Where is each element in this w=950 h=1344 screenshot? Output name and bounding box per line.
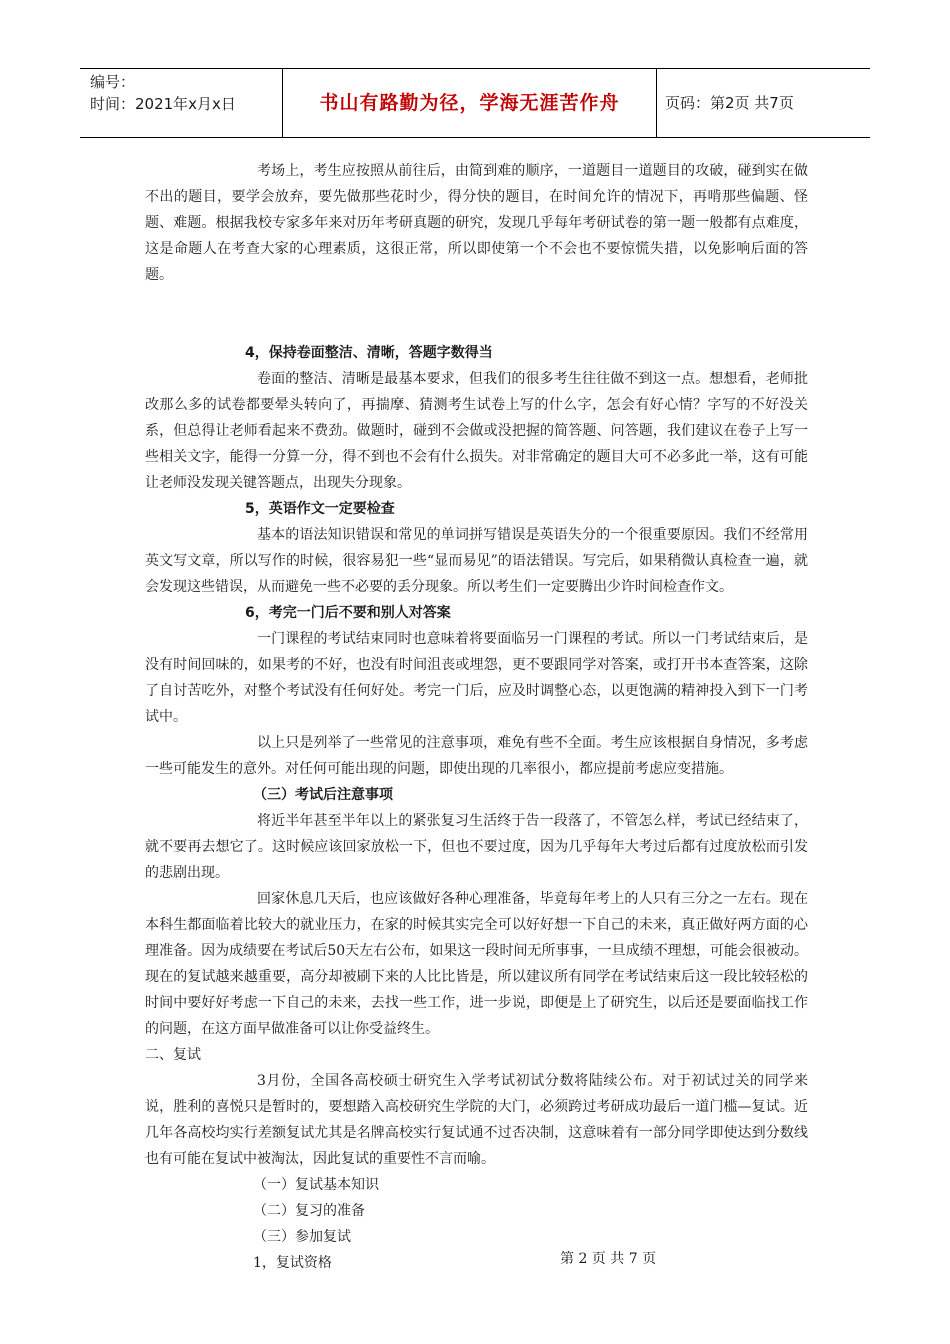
subheading: （一）复试基本知识 <box>253 1177 379 1193</box>
heading-after-exam: （三）考试后注意事项 <box>253 787 393 803</box>
header-motto: 书山有路勤为径，学海无涯苦作舟 <box>319 92 620 114</box>
number-label: 编号： <box>90 73 136 91</box>
header-divider <box>656 69 657 137</box>
header-page-info: 页码：第2页 共7页 <box>665 94 794 112</box>
heading-4: 4，保持卷面整洁、清晰，答题字数得当 <box>245 345 493 361</box>
header-meta <box>90 71 285 115</box>
heading-6: 6，考完一门后不要和别人对答案 <box>245 605 451 621</box>
date-label: 时间：2021年x月x日 <box>90 95 236 113</box>
page-footer: 第 2 页 共 7 页 <box>560 1251 657 1267</box>
paragraph: 以上只是列举了一些常见的注意事项，难免有些不全面。考生应该根据自身情况，多考虑一些可能发生的意外。对任何可能出现的问题，即使出现的几率很小，都应提前考虑应变措施。 <box>145 735 808 777</box>
paragraph: 考场上，考生应按照从前往后，由简到难的顺序，一道题目一道题目的攻破，碰到实在做不出的题目，要学会放弃，要先做那些花时少，得分快的题目，在时间允许的情况下，再啃那些偏题、怪题、难题。根据我校专家多年来对历年考研真题的研究，发现几乎每年考研试卷的第一题一般都有点难度，这是命题人在考查大家的心理素质，这很正常，所以即使第一个不会也不要惊慌失措，以免影响后面的答题。 <box>145 163 808 283</box>
paragraph: 卷面的整洁、清晰是最基本要求，但我们的很多考生往往做不到这一点。想想看，老师批改那么多的试卷都要晕头转向了，再揣摩、猜测考生试卷上写的什么字，怎会有好心情？字写的不好没关系，但总得让老师看起来不费劲。做题时，碰到不会做或没把握的简答题、问答题，我们建议在卷子上写一些相关文字，能得一分算一分，得不到也不会有什么损失。对非常确定的题目大可不必多此一举，这有可能让老师没发现关键答题点，出现失分现象。 <box>145 371 808 491</box>
section-heading-retest: 二、复试 <box>145 1047 201 1063</box>
paragraph: 回家休息几天后，也应该做好各种心理准备，毕竟每年考上的人只有三分之一左右。现在本科生都面临着比较大的就业压力，在家的时候其实完全可以好好想一下自己的未来，真正做好两方面的心理准备。因为成绩要在考试后50天左右公布，如果这一段时间无所事事，一旦成绩不理想，可能会很被动。现在的复试越来越重要，高分却被刷下来的人比比皆是，所以建议所有同学在考试结束后这一段比较轻松的时间中要好好考虑一下自己的未来，去找一些工作，进一步说，即便是上了研究生，以后还是要面临找工作的问题，在这方面早做准备可以让你受益终生。 <box>145 891 808 1037</box>
page-header <box>80 68 870 138</box>
paragraph: 基本的语法知识错误和常见的单词拼写错误是英语失分的一个很重要原因。我们不经常用英文写文章，所以写作的时候，很容易犯一些“显而易见”的语法错误。写完后，如果稍微认真检查一遍，就会发现这些错误，从而避免一些不必要的丢分现象。所以考生们一定要腾出少许时间检查作文。 <box>145 527 808 595</box>
subheading: （三）参加复试 <box>253 1229 351 1245</box>
paragraph: 3月份，全国各高校硕士研究生入学考试初试分数将陆续公布。对于初试过关的同学来说，胜利的喜悦只是暂时的，要想踏入高校研究生学院的大门，必须跨过考研成功最后一道门槛—复试。近几年各高校均实行差额复试尤其是名牌高校实行复试通不过否决制，这意味着有一部分同学即使达到分数线也有可能在复试中被淘汰，因此复试的重要性不言而喻。 <box>145 1073 808 1167</box>
heading-5: 5，英语作文一定要检查 <box>245 501 395 517</box>
paragraph: 一门课程的考试结束同时也意味着将要面临另一门课程的考试。所以一门考试结束后，是没有时间回味的，如果考的不好，也没有时间沮丧或埋怨，更不要跟同学对答案，或打开书本查答案，这除了自讨苦吃外，对整个考试没有任何好处。考完一门后，应及时调整心态，以更饱满的精神投入到下一门考试中。 <box>145 631 808 725</box>
paragraph: 将近半年甚至半年以上的紧张复习生活终于告一段落了，不管怎么样，考试已经结束了，就不要再去想它了。这时候应该回家放松一下，但也不要过度，因为几乎每年大考过后都有过度放松而引发的悲剧出现。 <box>145 813 808 881</box>
subheading: （二）复习的准备 <box>253 1203 365 1219</box>
subheading: 1，复试资格 <box>253 1255 332 1271</box>
document-body <box>145 158 808 1276</box>
spacer <box>145 288 808 340</box>
